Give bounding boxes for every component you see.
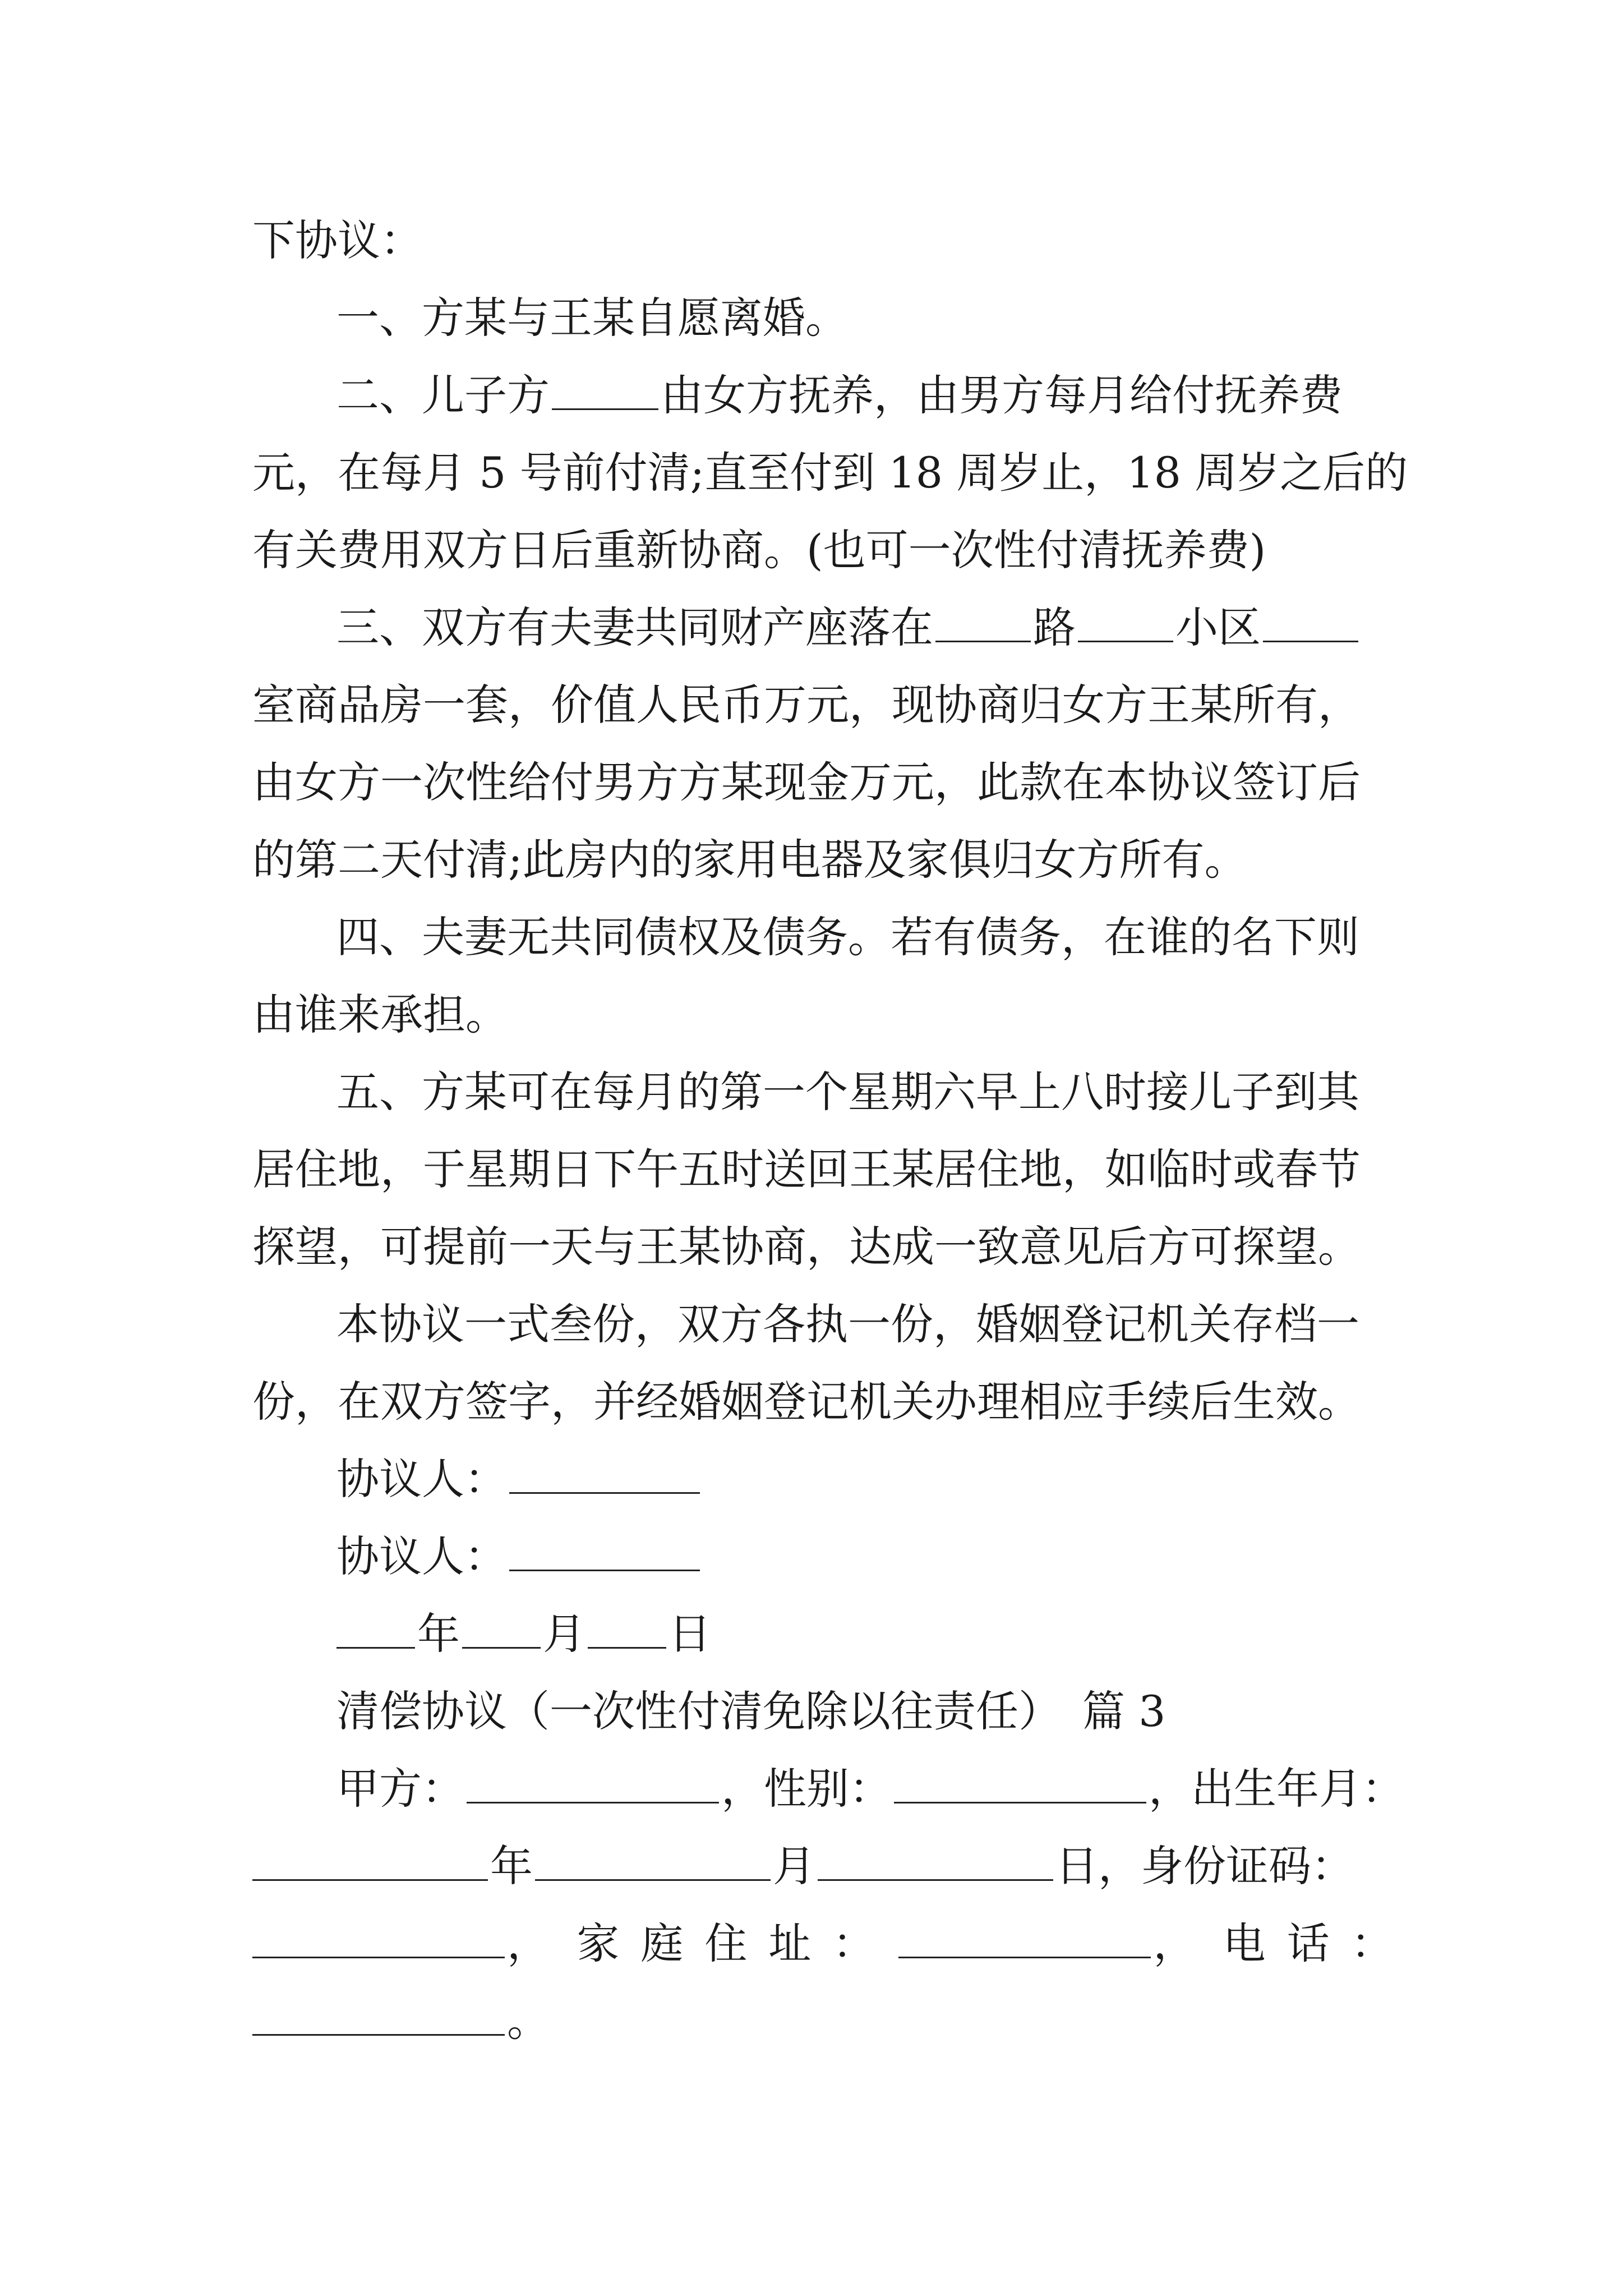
son-name-blank bbox=[552, 369, 658, 410]
party-a-name-blank bbox=[467, 1763, 719, 1803]
address-blank bbox=[898, 1917, 1151, 1958]
signer-2: 协议人： bbox=[336, 1518, 1481, 1595]
road-blank bbox=[935, 601, 1031, 642]
section-title: 清偿协议（一次性付清免除以往责任） 篇 3 bbox=[336, 1686, 1166, 1736]
signer-1-blank bbox=[509, 1453, 700, 1494]
gender-blank bbox=[894, 1763, 1146, 1803]
year-blank bbox=[336, 1608, 415, 1649]
phone-blank bbox=[252, 1995, 505, 2036]
id-number-blank bbox=[252, 1917, 505, 1958]
birth-month-blank bbox=[535, 1840, 771, 1881]
clause-1: 一、方某与王某自愿离婚。 bbox=[336, 293, 848, 343]
clause-4: 四、夫妻无共同债权及债务。若有债务，在谁的名下则 由谁来承担。 bbox=[252, 912, 1359, 1039]
birth-year-blank bbox=[252, 1840, 488, 1881]
signer-1: 协议人： bbox=[336, 1441, 1481, 1518]
clause-5: 五、方某可在每月的第一个星期六早上八时接儿子到其 居住地，于星期日下午五时送回王某居住地，如临时或春节 探望，可提前一天与王某协商，达成一致意见后方可探望。 bbox=[252, 1067, 1361, 1272]
signer-2-blank bbox=[509, 1530, 700, 1571]
intro-tail: 下协议： bbox=[252, 215, 423, 265]
room-blank bbox=[1263, 601, 1358, 642]
clause-3: 三、双方有夫妻共同财产座落在 路 小区 室商品房一套，价值人民币万元，现协商归女方王某所有， 由女方一次性给付男方方某现金万元，此款在本协议签订后 的第二天付清;此房内的家用电器及家俱归女方所有。 bbox=[252, 602, 1361, 885]
date-line: 年 月 日 bbox=[336, 1595, 1481, 1673]
birth-day-blank bbox=[818, 1840, 1053, 1881]
clause-2: 二、儿子方 由女方抚养，由男方每月给付抚养费 元，在每月 5 号前付清;直至付到 18 周岁止，18 周岁之后的 有关费用双方日后重新协商。(也可一次性付清抚养费) bbox=[252, 370, 1408, 575]
closing-clause: 本协议一式叁份，双方各执一份，婚姻登记机关存档一 份，在双方签字，并经婚姻登记机关办理相应手续后生效。 bbox=[252, 1299, 1361, 1427]
month-blank bbox=[462, 1608, 541, 1649]
community-blank bbox=[1078, 601, 1173, 642]
party-a-info: 甲方： ，性别： ，出生年月： 年 月 日，身份证码： ， 家庭住址： ， 电话： 。 bbox=[252, 1750, 1396, 2060]
day-blank bbox=[588, 1608, 666, 1649]
